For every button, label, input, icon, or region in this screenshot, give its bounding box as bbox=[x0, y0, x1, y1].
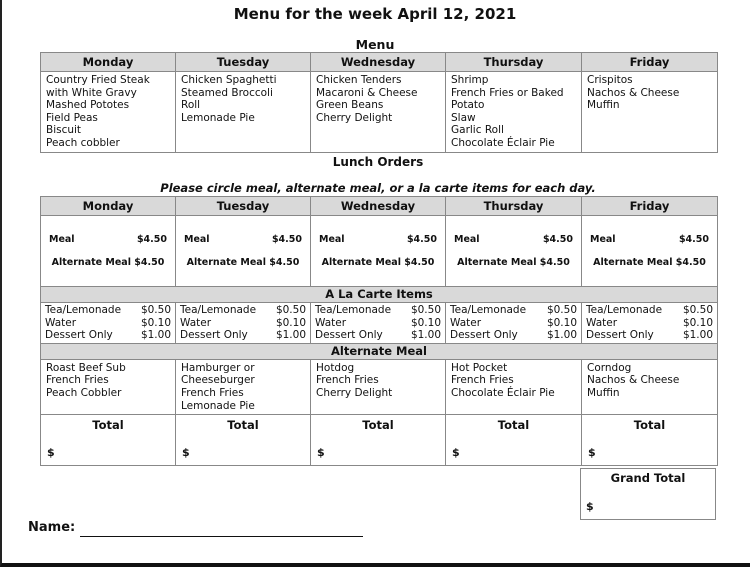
menu-day-header-monday: Monday bbox=[41, 53, 176, 72]
a-la-carte-item[interactable] bbox=[45, 317, 171, 330]
menu-items-tuesday bbox=[176, 72, 311, 153]
alternate-meal-items-monday bbox=[41, 359, 176, 414]
order-day-header-tuesday: Tuesday bbox=[176, 197, 311, 216]
alternate-meal-label: Alternate Meal bbox=[593, 257, 673, 268]
meal-price: $4.50 bbox=[406, 234, 437, 245]
alternate-meal-item: Roast Beef Sub bbox=[46, 361, 126, 374]
menu-item: Potato bbox=[451, 99, 485, 112]
a-la-carte-item[interactable] bbox=[45, 304, 171, 317]
alternate-meal-option[interactable] bbox=[454, 251, 573, 274]
lunch-orders-heading: Lunch Orders bbox=[332, 155, 424, 169]
menu-item: with White Gravy bbox=[46, 86, 137, 99]
alternate-meal-option[interactable] bbox=[590, 251, 709, 274]
meal-option[interactable] bbox=[590, 228, 709, 251]
meal-option[interactable] bbox=[49, 228, 167, 251]
alternate-meal-label: Alternate Meal bbox=[51, 257, 131, 268]
meal-label: Meal bbox=[590, 234, 616, 245]
a-la-carte-item[interactable] bbox=[586, 317, 713, 330]
menu-item: Country Fried Steak bbox=[46, 74, 150, 86]
meal-label: Meal bbox=[319, 234, 345, 245]
a-la-carte-price: $0.10 bbox=[682, 316, 713, 329]
total-dollar: $ bbox=[317, 446, 325, 460]
a-la-carte-item[interactable] bbox=[586, 304, 713, 317]
menu-item: Slaw bbox=[451, 111, 476, 124]
alternate-meal-price: $4.50 bbox=[675, 257, 706, 268]
a-la-carte-tuesday bbox=[176, 303, 311, 344]
alternate-meal-label: Alternate Meal bbox=[321, 257, 401, 268]
alternate-meal-item: French Fries bbox=[316, 374, 379, 387]
alternate-meal-item: Cherry Delight bbox=[316, 386, 393, 399]
total-label: Total bbox=[497, 418, 530, 433]
menu-item: Macaroni & Cheese bbox=[316, 86, 418, 99]
grand-total-box[interactable] bbox=[580, 468, 716, 520]
total-cell-tuesday[interactable] bbox=[176, 415, 311, 466]
a-la-carte-item[interactable] bbox=[45, 329, 171, 342]
grand-total-dollar: $ bbox=[586, 500, 594, 513]
a-la-carte-item[interactable] bbox=[315, 304, 441, 317]
menu-item: Field Peas bbox=[46, 111, 98, 124]
a-la-carte-price: $0.50 bbox=[546, 304, 577, 316]
a-la-carte-price: $1.00 bbox=[546, 329, 577, 342]
alternate-meal-item: Muffin bbox=[587, 386, 620, 399]
alternate-meal-label: Alternate Meal bbox=[186, 257, 266, 268]
a-la-carte-price: $1.00 bbox=[682, 329, 713, 342]
a-la-carte-price: $0.10 bbox=[410, 316, 441, 329]
a-la-carte-price: $1.00 bbox=[140, 329, 171, 342]
a-la-carte-name: Tea/Lemonade bbox=[586, 304, 663, 316]
a-la-carte-name: Water bbox=[586, 316, 618, 329]
meal-options-thursday bbox=[446, 216, 582, 287]
total-dollar: $ bbox=[182, 446, 190, 460]
page-title: Menu for the week April 12, 2021 bbox=[233, 5, 517, 23]
alternate-meal-price: $4.50 bbox=[134, 257, 165, 268]
menu-item: Lemonade Pie bbox=[181, 111, 255, 124]
menu-item: Garlic Roll bbox=[451, 124, 504, 137]
menu-item: Nachos & Cheese bbox=[587, 86, 680, 99]
total-label: Total bbox=[362, 418, 394, 433]
alternate-meal-price: $4.50 bbox=[404, 257, 435, 268]
a-la-carte-heading: A La Carte Items bbox=[41, 287, 718, 303]
a-la-carte-item[interactable] bbox=[180, 329, 306, 342]
alternate-meal-item: Lemonade Pie bbox=[181, 399, 255, 412]
a-la-carte-thursday bbox=[446, 303, 582, 344]
a-la-carte-item[interactable] bbox=[450, 329, 577, 342]
total-label: Total bbox=[227, 418, 259, 433]
menu-items-wednesday bbox=[311, 72, 446, 153]
meal-options-friday bbox=[582, 216, 718, 287]
menu-items-thursday bbox=[446, 72, 582, 153]
total-dollar: $ bbox=[588, 446, 596, 460]
a-la-carte-name: Water bbox=[450, 316, 482, 329]
alternate-meal-item: French Fries bbox=[181, 386, 244, 399]
alternate-meal-item: Cheeseburger bbox=[181, 374, 255, 387]
menu-item: Mashed Pototes bbox=[46, 99, 130, 112]
a-la-carte-name: Dessert Only bbox=[450, 329, 518, 342]
a-la-carte-name: Water bbox=[180, 316, 212, 329]
order-day-header-friday: Friday bbox=[582, 197, 718, 216]
a-la-carte-friday bbox=[582, 303, 718, 344]
instructions-text: Please circle meal, alternate meal, or a la carte items for each day. bbox=[160, 181, 596, 195]
total-cell-monday[interactable] bbox=[41, 415, 176, 466]
meal-price: $4.50 bbox=[136, 234, 167, 245]
menu-item: Chocolate Éclair Pie bbox=[451, 136, 555, 149]
meal-label: Meal bbox=[454, 234, 480, 245]
a-la-carte-name: Dessert Only bbox=[586, 329, 654, 342]
order-table bbox=[40, 196, 718, 466]
meal-price: $4.50 bbox=[271, 234, 302, 245]
menu-item: Biscuit bbox=[46, 124, 82, 137]
a-la-carte-price: $0.50 bbox=[682, 304, 713, 316]
menu-items-monday bbox=[41, 72, 176, 153]
alternate-meal-price: $4.50 bbox=[269, 257, 300, 268]
alternate-meal-heading: Alternate Meal bbox=[41, 343, 718, 359]
menu-heading: Menu bbox=[355, 37, 395, 52]
total-cell-friday[interactable] bbox=[582, 415, 718, 466]
total-dollar: $ bbox=[47, 446, 55, 460]
alternate-meal-item: Hamburger or bbox=[181, 361, 255, 374]
a-la-carte-item[interactable] bbox=[450, 317, 577, 330]
meal-price: $4.50 bbox=[542, 234, 573, 245]
menu-day-header-wednesday: Wednesday bbox=[311, 53, 446, 72]
alternate-meal-items-friday bbox=[582, 359, 718, 414]
a-la-carte-name: Water bbox=[45, 316, 77, 329]
alternate-meal-item: Nachos & Cheese bbox=[587, 374, 680, 387]
alternate-meal-items-thursday bbox=[446, 359, 582, 414]
a-la-carte-price: $1.00 bbox=[410, 329, 441, 342]
menu-item: Cherry Delight bbox=[316, 111, 393, 124]
menu-item: Chicken Tenders bbox=[316, 74, 402, 86]
a-la-carte-price: $0.50 bbox=[140, 304, 171, 316]
total-label: Total bbox=[92, 418, 124, 433]
alternate-meal-item: Hot Pocket bbox=[451, 361, 508, 374]
alternate-meal-option[interactable] bbox=[49, 251, 167, 274]
menu-items-friday bbox=[582, 72, 718, 153]
a-la-carte-price: $0.10 bbox=[275, 316, 306, 329]
meal-options-wednesday bbox=[311, 216, 446, 287]
a-la-carte-price: $0.10 bbox=[140, 316, 171, 329]
alternate-meal-item: Corndog bbox=[587, 361, 632, 374]
menu-table bbox=[40, 52, 718, 153]
grand-total-label: Grand Total bbox=[610, 471, 686, 485]
order-day-header-thursday: Thursday bbox=[446, 197, 582, 216]
alternate-meal-item: French Fries bbox=[451, 374, 514, 387]
alternate-meal-item: Hotdog bbox=[316, 361, 355, 374]
total-dollar: $ bbox=[452, 446, 460, 460]
a-la-carte-item[interactable] bbox=[315, 317, 441, 330]
menu-item: Roll bbox=[181, 99, 201, 112]
a-la-carte-item[interactable] bbox=[180, 304, 306, 317]
total-label: Total bbox=[633, 418, 666, 433]
alternate-meal-option[interactable] bbox=[319, 251, 437, 274]
alternate-meal-price: $4.50 bbox=[539, 257, 570, 268]
meal-option[interactable] bbox=[319, 228, 437, 251]
total-cell-thursday[interactable] bbox=[446, 415, 582, 466]
a-la-carte-item[interactable] bbox=[180, 317, 306, 330]
a-la-carte-wednesday bbox=[311, 303, 446, 344]
meal-option[interactable] bbox=[184, 228, 302, 251]
menu-day-header-tuesday: Tuesday bbox=[176, 53, 311, 72]
a-la-carte-item[interactable] bbox=[315, 329, 441, 342]
a-la-carte-price: $1.00 bbox=[275, 329, 306, 342]
menu-item: Chicken Spaghetti bbox=[181, 74, 277, 86]
a-la-carte-price: $0.50 bbox=[410, 304, 441, 316]
menu-item: French Fries or Baked bbox=[451, 86, 564, 99]
alternate-meal-item: Peach Cobbler bbox=[46, 386, 122, 399]
menu-item: Crispitos bbox=[587, 74, 633, 86]
meal-option[interactable] bbox=[454, 228, 573, 251]
a-la-carte-name: Dessert Only bbox=[180, 329, 248, 342]
alternate-meal-items-tuesday bbox=[176, 359, 311, 414]
a-la-carte-price: $0.10 bbox=[546, 316, 577, 329]
meal-price: $4.50 bbox=[678, 234, 709, 245]
menu-item: Muffin bbox=[587, 99, 620, 112]
order-day-header-wednesday: Wednesday bbox=[311, 197, 446, 216]
alternate-meal-option[interactable] bbox=[184, 251, 302, 274]
name-label: Name: bbox=[28, 520, 76, 535]
menu-item: Shrimp bbox=[451, 74, 489, 86]
meal-label: Meal bbox=[49, 234, 75, 245]
menu-day-header-thursday: Thursday bbox=[446, 53, 582, 72]
a-la-carte-item[interactable] bbox=[450, 304, 577, 317]
a-la-carte-name: Tea/Lemonade bbox=[180, 304, 257, 316]
total-cell-wednesday[interactable] bbox=[311, 415, 446, 466]
alternate-meal-items-wednesday bbox=[311, 359, 446, 414]
a-la-carte-name: Tea/Lemonade bbox=[45, 304, 122, 316]
menu-item: Peach cobbler bbox=[46, 136, 120, 149]
a-la-carte-price: $0.50 bbox=[275, 304, 306, 316]
meal-label: Meal bbox=[184, 234, 210, 245]
menu-day-header-friday: Friday bbox=[582, 53, 718, 72]
a-la-carte-name: Dessert Only bbox=[45, 329, 113, 342]
menu-item: Steamed Broccoli bbox=[181, 86, 273, 99]
menu-item: Green Beans bbox=[316, 99, 384, 112]
meal-options-monday bbox=[41, 216, 176, 287]
order-day-header-monday: Monday bbox=[41, 197, 176, 216]
alternate-meal-item: French Fries bbox=[46, 374, 109, 387]
a-la-carte-name: Dessert Only bbox=[315, 329, 383, 342]
a-la-carte-name: Tea/Lemonade bbox=[315, 304, 392, 316]
alternate-meal-label: Alternate Meal bbox=[457, 257, 537, 268]
name-field-line[interactable] bbox=[80, 536, 363, 537]
a-la-carte-item[interactable] bbox=[586, 329, 713, 342]
a-la-carte-name: Tea/Lemonade bbox=[450, 304, 527, 316]
alternate-meal-item: Chocolate Éclair Pie bbox=[451, 386, 555, 399]
a-la-carte-name: Water bbox=[315, 316, 347, 329]
meal-options-tuesday bbox=[176, 216, 311, 287]
a-la-carte-monday bbox=[41, 303, 176, 344]
